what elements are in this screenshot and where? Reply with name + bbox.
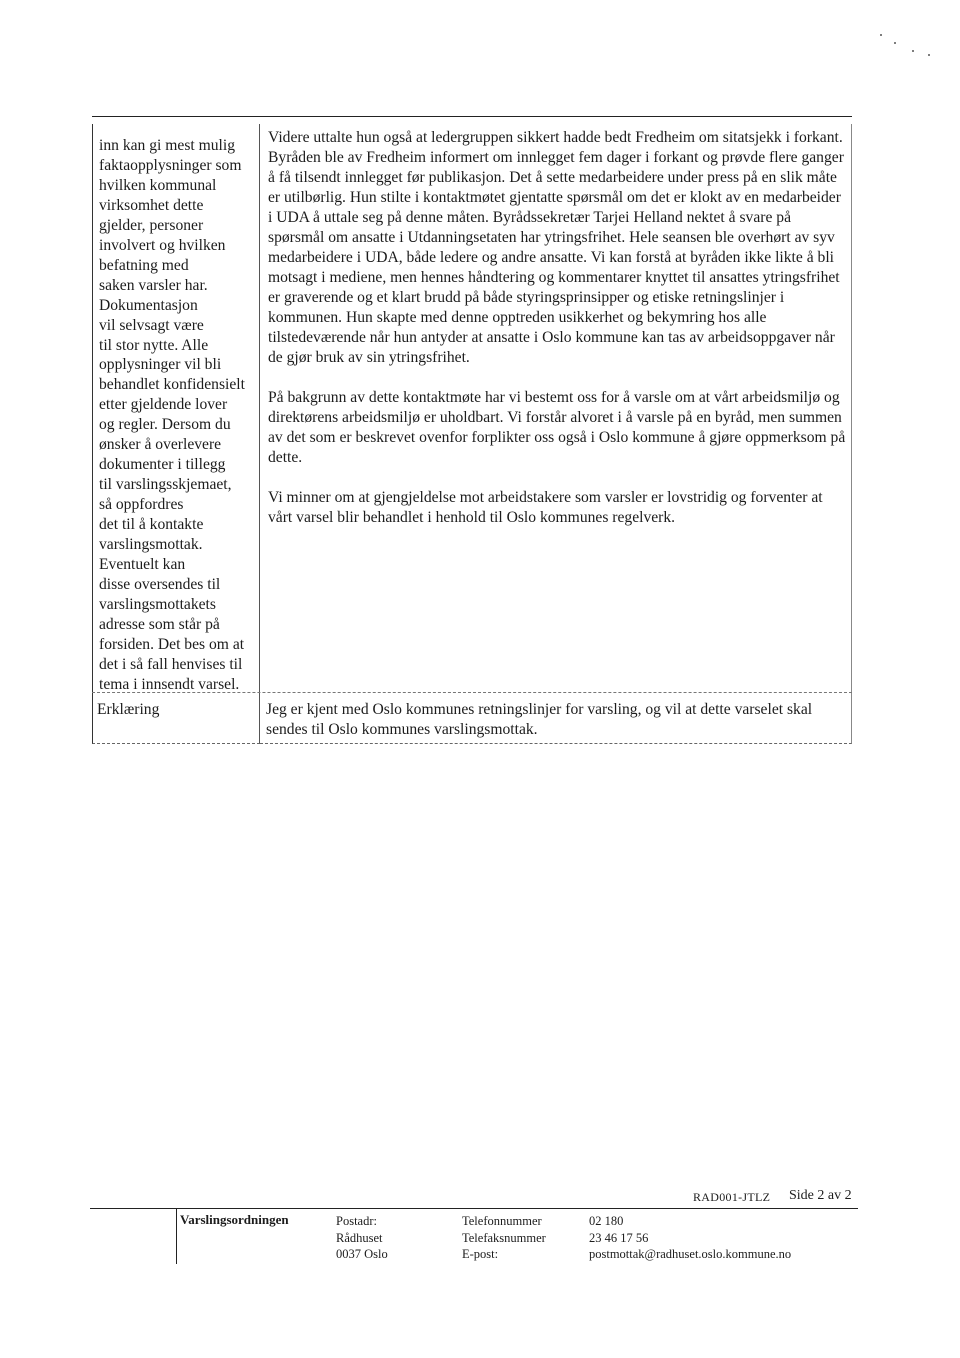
postal-line: Postadr: xyxy=(336,1214,377,1228)
table-top-rule xyxy=(92,116,852,117)
instructions-line: disse oversendes til xyxy=(99,575,221,593)
footer-rule xyxy=(90,1208,858,1209)
page-footer xyxy=(90,1180,860,1280)
instructions-line: vil selvsagt være xyxy=(99,316,204,334)
instructions-line: involvert og hvilken xyxy=(99,236,226,254)
footer-vertical-rule xyxy=(176,1208,177,1264)
instructions-line: varslingsmottakets xyxy=(99,595,216,613)
instructions-line: og regler. Dersom du xyxy=(99,416,231,434)
report-body-text xyxy=(268,128,847,528)
postal-line: Rådhuset xyxy=(336,1230,383,1245)
report-body-cell xyxy=(260,124,852,698)
fax-number[interactable]: 23 46 17 56 xyxy=(589,1230,649,1245)
report-form-table xyxy=(92,116,852,746)
declaration-label: Erklæring xyxy=(97,701,160,718)
instructions-line: hvilken kommunal xyxy=(99,176,217,194)
postal-address xyxy=(336,1213,388,1263)
report-paragraph: På bakgrunn av dette kontaktmøte har vi bestemt oss for å varsle om at vårt arbeidsmiljø og direktørens arbeidsmiljø er uholdbart. Vi forstår alvoret i å varsle på en byråd, men summen av det som er beskrevet ovenfor forplikter oss også i Oslo kommune å gjøre oppmerksom på dette. xyxy=(268,389,846,466)
organisation-name: Varslingsordningen xyxy=(180,1212,289,1227)
instructions-cell xyxy=(92,124,260,698)
instructions-line: tema i innsendt varsel. xyxy=(99,675,240,693)
declaration-label-cell xyxy=(92,698,260,744)
instructions-text xyxy=(99,136,255,695)
instructions-line: ønsker å overlevere xyxy=(99,436,222,454)
document-reference: RAD001-JTLZ xyxy=(693,1190,771,1204)
instructions-line: faktaopplysninger som xyxy=(99,156,242,174)
instructions-line: til varslingsskjemaet, xyxy=(99,476,232,494)
declaration-text: Jeg er kjent med Oslo kommunes retningslinjer for varsling, og vil at dette varselet skal sendes til Oslo kommunes varslingsmottak. xyxy=(266,701,813,738)
contact-label: Telefonnummer xyxy=(462,1214,542,1228)
declaration-text-cell xyxy=(260,698,852,744)
instructions-line: det i så fall henvises til xyxy=(99,655,243,673)
instructions-line: så oppfordres xyxy=(99,496,184,514)
postal-line: 0037 Oslo xyxy=(336,1247,388,1261)
contact-labels xyxy=(462,1213,546,1263)
table-divider xyxy=(92,692,852,693)
instructions-line: saken varsler har. xyxy=(99,276,208,294)
instructions-line: det til å kontakte xyxy=(99,516,204,534)
scan-specks xyxy=(880,30,940,70)
instructions-line: inn kan gi mest mulig xyxy=(99,137,236,154)
page-number: Side 2 av 2 xyxy=(789,1188,852,1203)
contact-values xyxy=(589,1213,791,1263)
instructions-line: opplysninger vil bli xyxy=(99,356,222,374)
instructions-line: forsiden. Det bes om at xyxy=(99,635,245,653)
instructions-line: behandlet konfidensielt xyxy=(99,376,245,394)
instructions-line: virksomhet dette xyxy=(99,196,204,214)
report-paragraph: Vi minner om at gjengjeldelse mot arbeidstakere som varsler er lovstridig og forventer at vårt varsel blir behandlet i henhold til Oslo kommunes regelverk. xyxy=(268,489,823,526)
email-link[interactable]: postmottak@radhuset.oslo.kommune.no xyxy=(589,1247,792,1261)
contact-label: E-post: xyxy=(462,1247,499,1261)
instructions-line: dokumenter i tillegg xyxy=(99,456,226,474)
report-paragraph: Videre uttalte hun også at ledergruppen sikkert hadde bedt Fredheim om sitatsjekk i forkant. Byråden ble av Fredheim informert om innlegget fem dager i forkant og prøvde flere ganger å få tilsendt innlegget før publikasjon. Det å sette medarbeidere under press på en slik måte er utilbørlig. Hun stilte i kontaktmøtet gjentatte spørsmål om det er klokt av en medarbeider i UDA å uttale seg på denne måten. Byrådssekretær Tarjei Helland nektet å svare på spørsmål om ansatte i Utdanningsetaten har ytringsfrihet. Hele seansen ble overhørt av syv medarbeidere i UDA, både ledere og andre ansatte. Vi kan forstå at byråden ikke likte å bli motsagt i mediene, men hennes håndtering og kommentarer knyttet til ansattes ytringsfrihet er graverende og et klart brudd på både styringsprinsipper og etiske retningslinjer i kommunen. Hun skapte med denne opptreden usikkerhet og bekymring hos alle tilstedeværende når hun antyder at ansatte i Oslo kommune kan tas av arbeidsoppgaver når de gjør bruk av sin ytringsfrihet. xyxy=(268,129,844,366)
instructions-line: Dokumentasjon xyxy=(99,296,198,314)
instructions-line: Eventuelt kan xyxy=(99,556,186,574)
instructions-line: etter gjeldende lover xyxy=(99,396,228,414)
instructions-line: varslingsmottak. xyxy=(99,536,203,554)
phone-number: 02 180 xyxy=(589,1214,624,1228)
contact-label: Telefaksnummer xyxy=(462,1230,546,1245)
instructions-line: til stor nytte. Alle xyxy=(99,336,209,354)
instructions-line: befatning med xyxy=(99,256,189,274)
instructions-line: adresse som står på xyxy=(99,615,220,633)
instructions-line: gjelder, personer xyxy=(99,216,204,234)
